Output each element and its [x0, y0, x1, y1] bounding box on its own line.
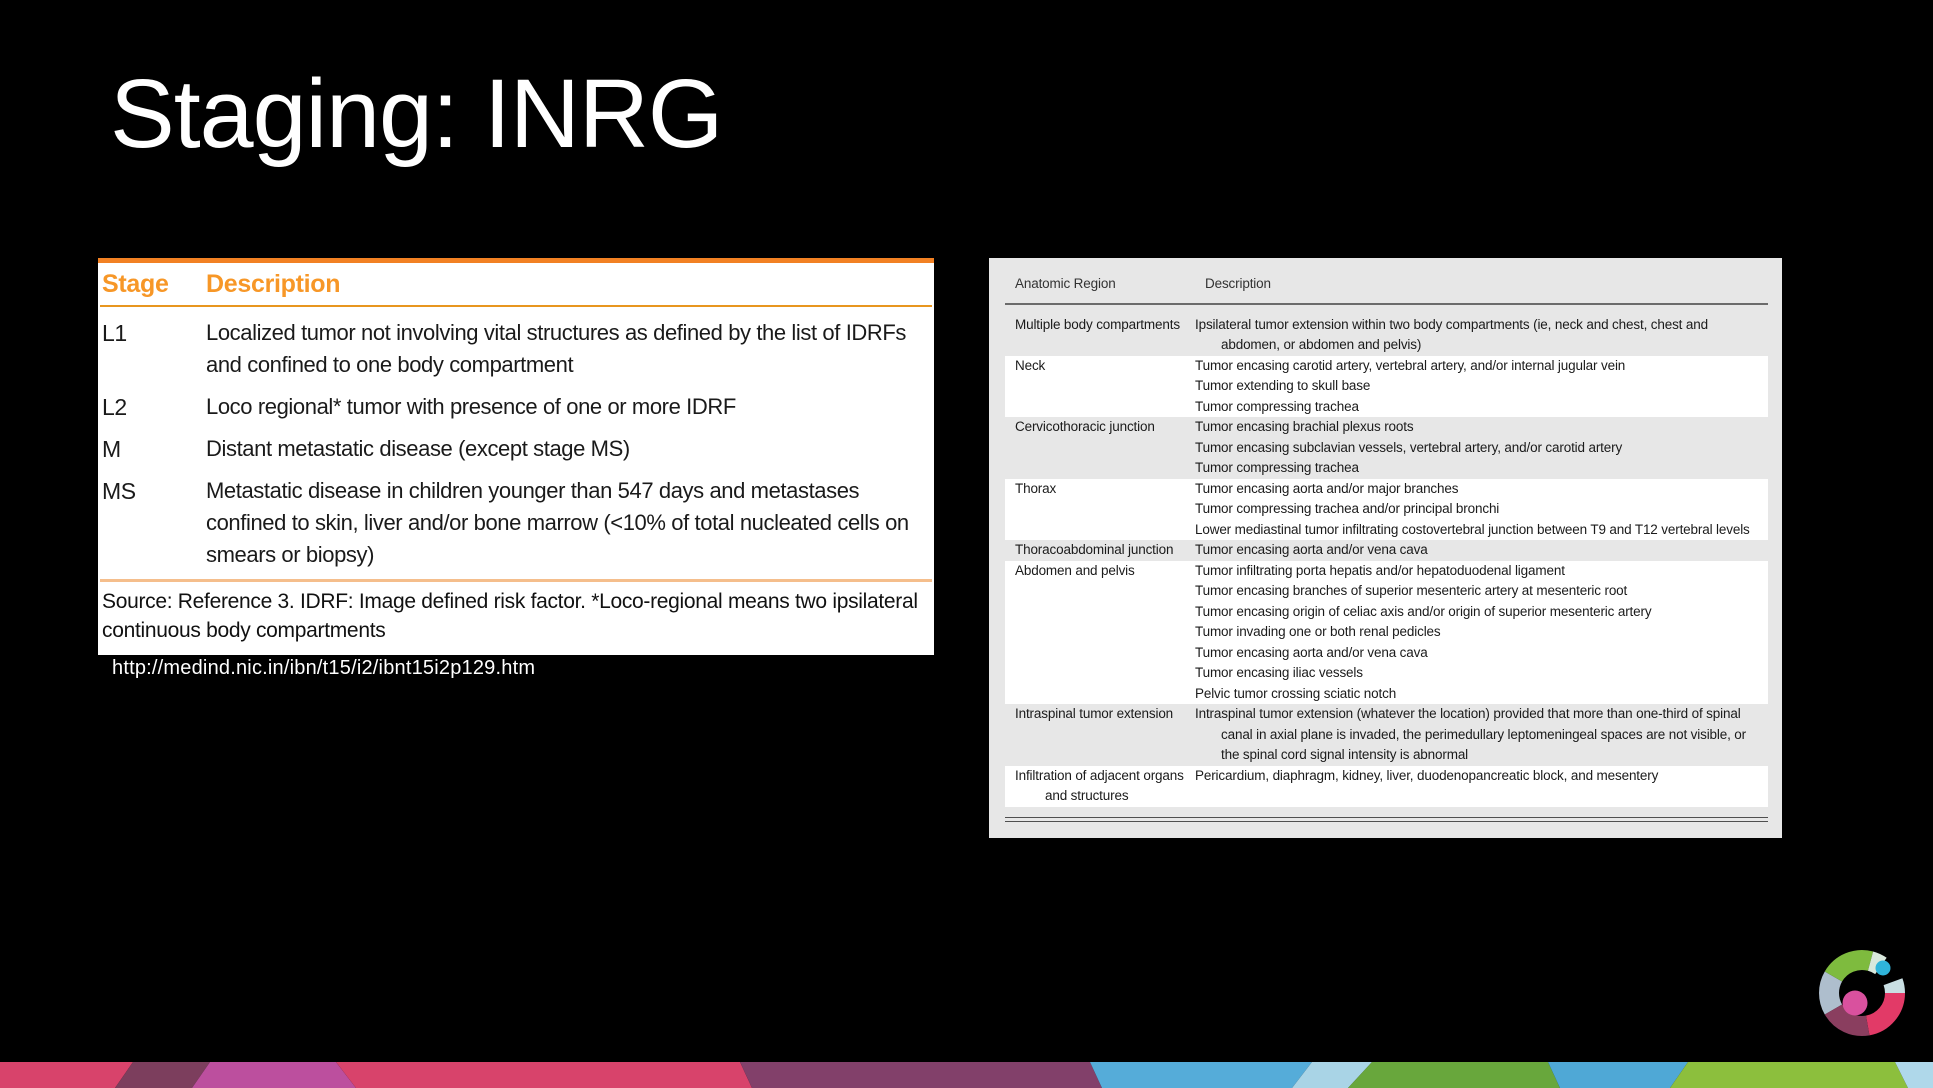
idrf-table [989, 258, 1782, 838]
idrf-description-cell [1195, 704, 1768, 766]
footer-strip-segment [740, 1062, 1102, 1088]
anatomic-region-column-header: Anatomic Region [1015, 276, 1116, 291]
idrf-description-column-header: Description [1205, 276, 1271, 291]
footer-strip-segment [192, 1062, 356, 1088]
stage-cell: L1 [102, 320, 127, 346]
stage-row [100, 433, 932, 465]
idrf-description-line: Tumor encasing subclavian vessels, vertebral artery, and/or carotid artery [1195, 439, 1623, 455]
idrf-region-cell: Thoracoabdominal junction [1015, 542, 1174, 557]
stage-description-cell: Distant metastatic disease (except stage MS) [206, 436, 630, 461]
stage-row [100, 391, 932, 423]
footer-strip-segment [0, 1062, 133, 1088]
idrf-description-line: Tumor extending to skull base [1195, 378, 1371, 393]
idrf-description-cell [1195, 356, 1768, 418]
logo-cyan-dot [1876, 961, 1891, 976]
stage-row [100, 317, 932, 381]
idrf-row [1005, 315, 1768, 356]
idrf-table-header [1005, 268, 1768, 305]
idrf-description-line: Intraspinal tumor extension (whatever the location) provided that more than one-third of spinal canal in axial plane is invaded, the perimedullary leptomeningeal spaces are not visible, or the spinal cord signal intensity is abnormal [1195, 706, 1747, 762]
footer-strip-segment [1348, 1062, 1560, 1088]
idrf-description-cell [1195, 766, 1768, 807]
idrf-row [1005, 356, 1768, 418]
idrf-description-line: Tumor encasing origin of celiac axis and/or origin of superior mesenteric artery [1195, 603, 1652, 619]
idrf-region-cell: Intraspinal tumor extension [1015, 706, 1174, 721]
idrf-region-cell: Multiple body compartments [1015, 316, 1180, 332]
idrf-description-line: Tumor encasing aorta and/or vena cava [1195, 644, 1428, 660]
idrf-description-line: Tumor encasing carotid artery, vertebral artery, and/or internal jugular vein [1195, 357, 1626, 373]
idrf-region-cell: Thorax [1015, 480, 1057, 496]
stage-table-header [100, 263, 932, 307]
idrf-region-cell: Neck [1015, 357, 1046, 373]
idrf-region-cell: Cervicothoracic junction [1015, 419, 1155, 434]
idrf-table-bottom-rule [1005, 817, 1768, 822]
stage-table-footnote: Source: Reference 3. IDRF: Image defined risk factor. *Loco-regional means two ipsilateral continuous body compartments [100, 579, 932, 645]
footer-strip-segment [1548, 1062, 1688, 1088]
stage-table [98, 258, 934, 655]
logo-ring-segment [1893, 982, 1895, 993]
stage-row [100, 475, 932, 571]
stage-description-cell: Loco regional* tumor with presence of one or more IDRF [206, 394, 736, 419]
idrf-row [1005, 561, 1768, 705]
idrf-description-cell [1195, 315, 1768, 356]
idrf-description-line: Tumor infiltrating porta hepatis and/or hepatoduodenal ligament [1195, 562, 1565, 578]
logo-ring-segment [1868, 993, 1895, 1026]
source-link[interactable]: http://medind.nic.in/ibn/t15/i2/ibnt15i2p129.htm [112, 657, 536, 679]
idrf-description-cell [1195, 417, 1768, 479]
stage-description-cell: Localized tumor not involving vital structures as defined by the list of IDRFs and confined to one body compartment [206, 320, 907, 377]
idrf-row [1005, 766, 1768, 807]
idrf-description-line: Tumor encasing branches of superior mesenteric artery at mesenteric root [1195, 583, 1628, 598]
footer-strip-segment [336, 1062, 752, 1088]
logo-ring-segment [1829, 977, 1833, 1010]
idrf-description-cell [1195, 479, 1768, 541]
stage-cell: MS [102, 478, 136, 504]
idrf-row [1005, 479, 1768, 541]
idrf-description-line: Tumor encasing aorta and/or vena cava [1195, 542, 1428, 557]
logo-ring-segment [1833, 960, 1870, 976]
idrf-description-line: Pericardium, diaphragm, kidney, liver, duodenopancreatic block, and mesentery [1195, 767, 1659, 783]
idrf-region-cell: Abdomen and pelvis [1015, 562, 1135, 578]
idrf-table-body [1005, 315, 1768, 807]
idrf-description-line: Tumor compressing trachea [1195, 398, 1359, 414]
logo-magenta-dot [1843, 991, 1868, 1016]
idrf-description-line: Pelvic tumor crossing sciatic notch [1195, 685, 1397, 701]
idrf-description-line: Lower mediastinal tumor infiltrating costovertebral junction between T9 and T12 vertebral levels [1195, 521, 1750, 537]
idrf-description-line: Tumor encasing brachial plexus roots [1195, 419, 1414, 434]
stage-column-header: Stage [102, 270, 169, 298]
stage-cell: L2 [102, 394, 127, 420]
idrf-description-line: Tumor invading one or both renal pedicles [1195, 624, 1441, 639]
idrf-description-cell [1195, 561, 1768, 705]
footer-strip-segment [1090, 1062, 1312, 1088]
idrf-description-line: Ipsilateral tumor extension within two body compartments (ie, neck and chest, chest and abdomen, or abdomen and pelvis) [1195, 316, 1708, 352]
idrf-row [1005, 417, 1768, 479]
footer-color-strip [0, 1062, 1933, 1088]
idrf-description-line: Tumor compressing trachea and/or principal bronchi [1195, 501, 1500, 516]
idrf-description-line: Tumor encasing aorta and/or major branches [1195, 480, 1459, 496]
idrf-region-cell: Infiltration of adjacent organs and structures [1015, 767, 1184, 803]
idrf-description-cell [1195, 540, 1768, 561]
organization-logo [1812, 943, 1912, 1043]
slide-title: Staging: INRG [110, 59, 723, 168]
stage-description-cell: Metastatic disease in children younger than 547 days and metastases confined to skin, liver and/or bone marrow (<10% of total nucleated cells on smears or biopsy) [206, 478, 909, 567]
footer-strip-segment [1670, 1062, 1908, 1088]
idrf-description-line: Tumor compressing trachea [1195, 460, 1359, 475]
idrf-row [1005, 540, 1768, 561]
stage-cell: M [102, 436, 121, 462]
stage-table-body [100, 317, 932, 571]
idrf-row [1005, 704, 1768, 766]
description-column-header: Description [206, 270, 341, 298]
idrf-description-line: Tumor encasing iliac vessels [1195, 665, 1363, 680]
